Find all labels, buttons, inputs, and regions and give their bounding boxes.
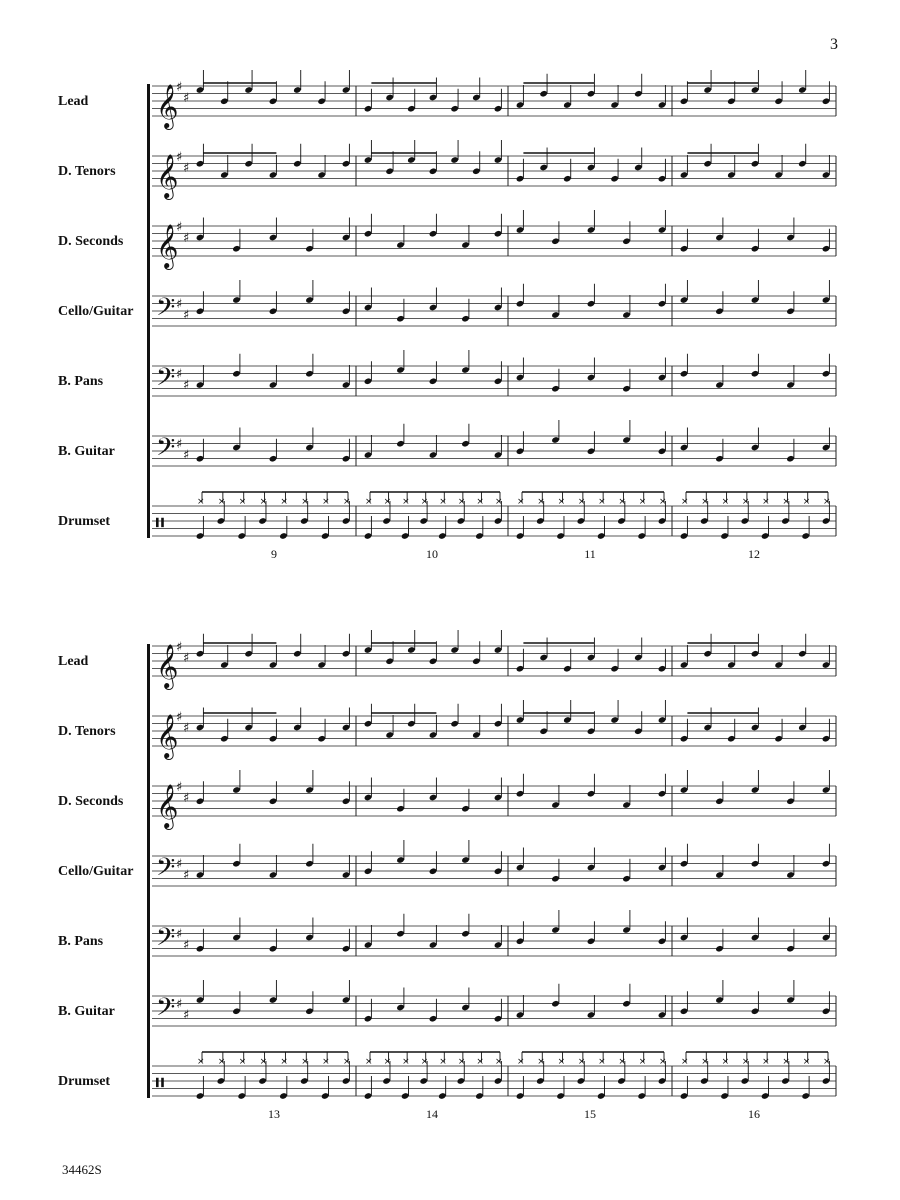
svg-text:×: × <box>259 497 268 507</box>
svg-text:×: × <box>659 1057 667 1067</box>
measure-number: 13 <box>268 1107 280 1121</box>
staff <box>152 840 836 888</box>
measure-number: 14 <box>426 1107 438 1121</box>
svg-text:×: × <box>762 1057 770 1067</box>
staff <box>152 910 836 958</box>
instrument-label: D. Seconds <box>58 794 124 809</box>
score-staves <box>0 630 900 1140</box>
svg-text:×: × <box>457 1057 466 1067</box>
notes <box>196 980 831 1023</box>
svg-text:×: × <box>343 1057 351 1067</box>
measure-number: 11 <box>584 547 596 561</box>
svg-text:×: × <box>577 1057 586 1067</box>
sharp-icon: ♯ <box>183 868 190 883</box>
sharp-icon: ♯ <box>183 231 190 246</box>
svg-text:×: × <box>495 497 503 507</box>
svg-text:×: × <box>537 1057 545 1067</box>
notes <box>196 350 831 393</box>
sharp-icon: ♯ <box>176 297 183 312</box>
measure-number: 10 <box>426 547 438 561</box>
notes <box>196 210 831 253</box>
sharp-icon: ♯ <box>183 938 190 953</box>
sharp-icon: ♯ <box>176 997 183 1012</box>
svg-text:×: × <box>238 1057 247 1067</box>
instrument-label: Drumset <box>58 514 111 529</box>
staff <box>152 350 836 398</box>
svg-text:×: × <box>721 1057 730 1067</box>
svg-text:×: × <box>402 1057 410 1067</box>
svg-text:×: × <box>598 497 606 507</box>
svg-text:×: × <box>557 497 566 507</box>
notes <box>196 770 831 813</box>
svg-text:×: × <box>439 1057 447 1067</box>
instrument-label: Drumset <box>58 1074 111 1089</box>
svg-text:×: × <box>495 1057 503 1067</box>
svg-text:×: × <box>638 497 647 507</box>
svg-text:×: × <box>802 497 811 507</box>
sharp-icon: ♯ <box>183 651 190 666</box>
bass-clef-icon: 𝄢 <box>156 993 176 1028</box>
staff <box>152 630 836 690</box>
svg-text:×: × <box>217 497 226 507</box>
svg-text:×: × <box>802 1057 811 1067</box>
svg-text:×: × <box>638 1057 647 1067</box>
treble-clef-icon: 𝄞 <box>156 154 179 198</box>
sharp-icon: ♯ <box>183 161 190 176</box>
notes <box>196 280 831 323</box>
svg-text:×: × <box>701 497 709 507</box>
system-bracket <box>147 644 150 1098</box>
svg-text:×: × <box>476 497 484 507</box>
svg-text:×: × <box>557 1057 566 1067</box>
staff <box>152 1052 836 1100</box>
svg-text:×: × <box>741 1057 750 1067</box>
svg-text:×: × <box>537 497 545 507</box>
svg-text:×: × <box>280 497 288 507</box>
svg-text:×: × <box>782 497 790 507</box>
instrument-label: Cello/Guitar <box>58 304 134 319</box>
treble-clef-icon: 𝄞 <box>156 714 179 758</box>
measure-number: 16 <box>748 1107 760 1121</box>
svg-text:×: × <box>280 1057 288 1067</box>
staff <box>152 280 836 328</box>
svg-text:×: × <box>701 1057 709 1067</box>
sharp-icon: ♯ <box>176 80 183 95</box>
instrument-label: B. Guitar <box>58 444 115 459</box>
notes <box>196 140 831 183</box>
notes <box>196 630 831 673</box>
svg-text:×: × <box>259 1057 268 1067</box>
svg-text:×: × <box>517 497 525 507</box>
measure-number: 15 <box>584 1107 596 1121</box>
svg-text:×: × <box>782 1057 790 1067</box>
svg-text:×: × <box>343 497 351 507</box>
svg-text:×: × <box>197 497 205 507</box>
sharp-icon: ♯ <box>176 780 183 795</box>
notes <box>196 492 831 540</box>
svg-text:×: × <box>659 497 667 507</box>
bass-clef-icon: 𝄢 <box>156 853 176 888</box>
instrument-label: Cello/Guitar <box>58 864 134 879</box>
svg-text:×: × <box>439 497 447 507</box>
sharp-icon: ♯ <box>183 448 190 463</box>
svg-text:×: × <box>383 1057 392 1067</box>
notes <box>196 910 831 953</box>
bass-clef-icon: 𝄢 <box>156 923 176 958</box>
svg-text:×: × <box>721 497 730 507</box>
svg-text:×: × <box>365 1057 373 1067</box>
sharp-icon: ♯ <box>183 91 190 106</box>
svg-text:×: × <box>823 497 831 507</box>
svg-text:×: × <box>823 1057 831 1067</box>
sharp-icon: ♯ <box>183 378 190 393</box>
svg-text:×: × <box>420 497 429 507</box>
score-system-2 <box>0 630 900 1140</box>
svg-text:×: × <box>301 497 309 507</box>
notes <box>196 1052 831 1100</box>
instrument-label: Lead <box>58 94 89 109</box>
staff <box>152 420 836 468</box>
bass-clef-icon: 𝄢 <box>156 293 176 328</box>
staff <box>152 492 836 540</box>
instrument-label: B. Guitar <box>58 1004 115 1019</box>
svg-text:×: × <box>681 1057 689 1067</box>
system-bracket <box>147 84 150 538</box>
svg-text:×: × <box>365 497 373 507</box>
sharp-icon: ♯ <box>183 1008 190 1023</box>
instrument-label: Lead <box>58 654 89 669</box>
score-system-1 <box>0 70 900 580</box>
svg-text:×: × <box>577 497 586 507</box>
svg-text:×: × <box>322 1057 330 1067</box>
sharp-icon: ♯ <box>176 640 183 655</box>
svg-text:×: × <box>322 497 330 507</box>
percussion-clef-icon: 𝄥 <box>156 509 164 539</box>
sharp-icon: ♯ <box>183 308 190 323</box>
instrument-label: D. Tenors <box>58 164 116 179</box>
staff <box>152 980 836 1028</box>
svg-text:×: × <box>618 1057 626 1067</box>
sharp-icon: ♯ <box>176 710 183 725</box>
measure-number: 9 <box>271 547 277 561</box>
instrument-label: B. Pans <box>58 374 104 389</box>
svg-text:×: × <box>420 1057 429 1067</box>
svg-text:×: × <box>457 497 466 507</box>
staff <box>152 210 836 270</box>
notes <box>196 420 831 463</box>
sharp-icon: ♯ <box>176 220 183 235</box>
treble-clef-icon: 𝄞 <box>156 644 179 688</box>
staff <box>152 70 836 130</box>
page-number: 3 <box>830 36 838 53</box>
svg-text:×: × <box>681 497 689 507</box>
svg-text:×: × <box>598 1057 606 1067</box>
sharp-icon: ♯ <box>176 927 183 942</box>
notes <box>196 700 831 743</box>
staff <box>152 700 836 760</box>
svg-text:×: × <box>383 497 392 507</box>
notes <box>196 840 831 883</box>
measure-number: 12 <box>748 547 760 561</box>
svg-text:×: × <box>402 497 410 507</box>
treble-clef-icon: 𝄞 <box>156 224 179 268</box>
treble-clef-icon: 𝄞 <box>156 784 179 828</box>
svg-text:×: × <box>517 1057 525 1067</box>
catalog-number: 34462S <box>62 1162 102 1177</box>
notes <box>196 70 831 113</box>
staff <box>152 140 836 200</box>
svg-text:×: × <box>217 1057 226 1067</box>
svg-text:×: × <box>301 1057 309 1067</box>
sharp-icon: ♯ <box>183 721 190 736</box>
instrument-label: D. Tenors <box>58 724 116 739</box>
sharp-icon: ♯ <box>176 150 183 165</box>
svg-text:×: × <box>618 497 626 507</box>
sharp-icon: ♯ <box>176 437 183 452</box>
score-staves <box>0 70 900 580</box>
treble-clef-icon: 𝄞 <box>156 84 179 128</box>
staff <box>152 770 836 830</box>
sharp-icon: ♯ <box>176 367 183 382</box>
instrument-label: B. Pans <box>58 934 104 949</box>
svg-text:×: × <box>476 1057 484 1067</box>
sharp-icon: ♯ <box>183 791 190 806</box>
bass-clef-icon: 𝄢 <box>156 363 176 398</box>
svg-text:×: × <box>238 497 247 507</box>
svg-text:×: × <box>762 497 770 507</box>
bass-clef-icon: 𝄢 <box>156 433 176 468</box>
sharp-icon: ♯ <box>176 857 183 872</box>
svg-text:×: × <box>197 1057 205 1067</box>
svg-text:×: × <box>741 497 750 507</box>
percussion-clef-icon: 𝄥 <box>156 1069 164 1099</box>
instrument-label: D. Seconds <box>58 234 124 249</box>
